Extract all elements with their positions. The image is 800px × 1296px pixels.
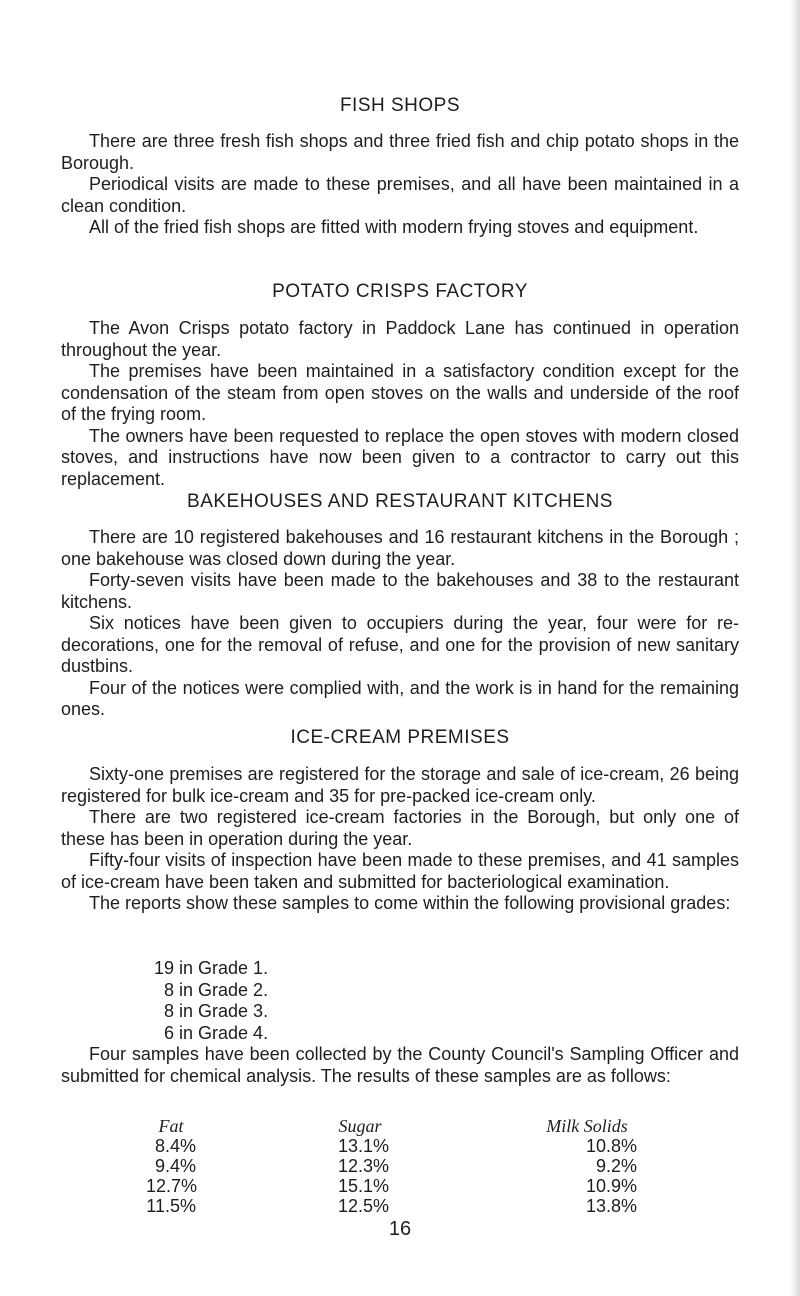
paragraph: The Avon Crisps potato factory in Paddock Lane has continued in operation throughout the year. [61, 318, 739, 360]
table-cell: 12.5% [337, 1196, 389, 1216]
paragraph: Forty-seven visits have been made to the bakehouses and 38 to the restaurant kitchens. [61, 570, 739, 612]
heading-fish-shops: FISH SHOPS [339, 95, 461, 116]
page-number: 16 [388, 1218, 412, 1240]
paragraph: The premises have been maintained in a satisfactory condition except for the condensation of the steam from open stoves on the walls and underside of the roof of the frying room. [61, 361, 739, 424]
milk-solids-column [537, 1116, 637, 1216]
table-cell: 11.5% [146, 1196, 196, 1216]
grade-label: in Grade 3. [179, 1001, 269, 1021]
paragraph: The reports show these samples to come within the following provisional grades: [89, 893, 731, 913]
grade-count: 8 [163, 1001, 174, 1021]
sugar-column [331, 1116, 389, 1216]
paragraph: Four samples have been collected by the County Council's Sampling Officer and submitted for chemical analysis. The results of these samples are as follows: [61, 1044, 739, 1086]
paragraph: There are three fresh fish shops and three fried fish and chip potato shops in the Borough. [61, 131, 739, 173]
grade-label: in Grade 4. [179, 1022, 269, 1043]
table-cell: 9.4% [154, 1156, 196, 1176]
section-fish-shops [61, 131, 739, 239]
table-cell: 8.4% [154, 1136, 196, 1156]
section-bakehouses [61, 527, 739, 721]
list-item [150, 1001, 268, 1023]
page-edge-shadow [790, 0, 800, 1296]
table-cell: 12.3% [337, 1156, 389, 1176]
paragraph: There are two registered ice-cream factories in the Borough, but only one of these has been in operation during the year. [61, 807, 739, 849]
paragraph: Sixty-one premises are registered for the storage and sale of ice-cream, 26 being registered for bulk ice-cream and 35 for pre-packed ice-cream only. [61, 764, 739, 806]
list-item [150, 980, 268, 1002]
table-cell: 9.2% [595, 1156, 637, 1176]
grade-label: in Grade 2. [179, 979, 269, 1000]
table-cell: 12.7% [146, 1176, 198, 1196]
grade-count: 19 [153, 958, 174, 978]
paragraph: All of the fried fish shops are fitted with modern frying stoves and equipment. [89, 217, 699, 237]
paragraph: Periodical visits are made to these premises, and all have been maintained in a clean condition. [61, 174, 739, 216]
grade-count: 8 [163, 979, 174, 1000]
paragraph: Fifty-four visits of inspection have been made to these premises, and 41 samples of ice-cream have been taken and submitted for bacteriological examination. [61, 850, 739, 892]
list-item [150, 1023, 268, 1045]
heading-potato-crisps-factory: POTATO CRISPS FACTORY [272, 281, 528, 302]
section-potato-crisps [61, 318, 739, 490]
column-header-sugar: Sugar [338, 1116, 382, 1136]
section-chemical-analysis [61, 1044, 739, 1087]
paragraph: There are 10 registered bakehouses and 16 restaurant kitchens in the Borough ; one bakehouse was closed down during the year. [61, 527, 739, 569]
table-cell: 13.8% [585, 1196, 637, 1216]
table-cell: 15.1% [337, 1176, 389, 1196]
column-header-milk-solids: Milk Solids [546, 1116, 628, 1136]
paragraph: The owners have been requested to replace the open stoves with modern closed stoves, and instructions have now been given to a contractor to carry out this replacement. [61, 425, 739, 489]
table-cell: 10.9% [585, 1176, 637, 1196]
section-ice-cream [61, 764, 739, 915]
paragraph: Four of the notices were complied with, and the work is in hand for the remaining ones. [61, 677, 739, 719]
grades-list [150, 958, 268, 1044]
grade-count: 6 [163, 1022, 174, 1043]
grade-label: in Grade 1. [179, 958, 269, 978]
table-cell: 10.8% [585, 1136, 637, 1156]
column-header-fat: Fat [158, 1116, 184, 1136]
table-cell: 13.1% [337, 1136, 389, 1156]
heading-bakehouses: BAKEHOUSES AND RESTAURANT KITCHENS [187, 491, 613, 512]
heading-ice-cream-premises: ICE-CREAM PREMISES [290, 727, 510, 748]
list-item [150, 958, 268, 980]
fat-column [146, 1116, 196, 1216]
paragraph: Six notices have been given to occupiers during the year, four were for re-decorations, one for the removal of refuse, and one for the provision of new sanitary dustbins. [61, 613, 739, 676]
